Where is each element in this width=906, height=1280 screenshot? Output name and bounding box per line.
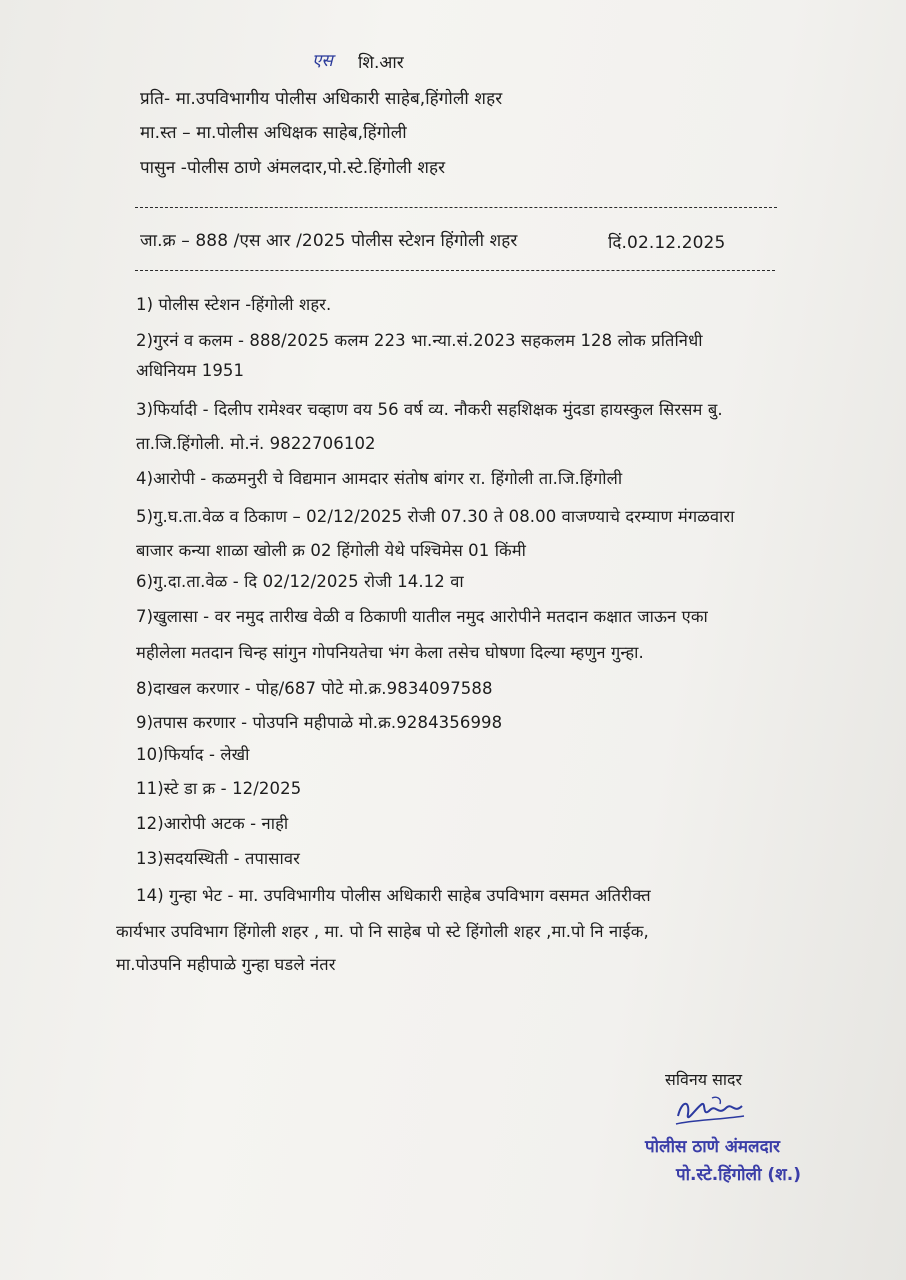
- item-9-investigator: 9)तपास करणार - पोउपनि महीपाळे मो.क्र.9284356998: [136, 713, 503, 732]
- item-5-incident-time-place: 5)गु.घ.ता.वेळ व ठिकाण – 02/12/2025 रोजी 07.30 ते 08.00 वाजण्याचे दरम्याण मंगळवारा: [136, 507, 735, 526]
- item-12-arrest: 12)आरोपी अटक - नाही: [136, 814, 289, 833]
- item-3-continuation: ता.जि.हिंगोली. मो.नं. 9822706102: [136, 434, 376, 453]
- sr-label: शि.आर: [358, 53, 404, 73]
- item-1-police-station: 1) पोलीस स्टेशन -हिंगोली शहर.: [136, 295, 332, 314]
- reference-number: जा.क्र – 888 /एस आर /2025 पोलीस स्टेशन हिंगोली शहर: [140, 231, 518, 251]
- handwritten-signature: [672, 1094, 752, 1130]
- item-6-registration-time: 6)गु.दा.ता.वेळ - दि 02/12/2025 रोजी 14.12 वा: [136, 572, 464, 591]
- item-14-continuation: कार्यभार उपविभाग हिंगोली शहर , मा. पो नि साहेब पो स्टे हिंगोली शहर ,मा.पो नि नाईक,: [116, 922, 649, 941]
- recipient-line: प्रति- मा.उपविभागीय पोलीस अधिकारी साहेब,हिंगोली शहर: [140, 89, 503, 109]
- divider-bottom: [135, 270, 775, 271]
- item-14-continuation-2: मा.पोउपनि महीपाळे गुन्हा घडले नंतर: [116, 955, 336, 974]
- sender-line: पासुन -पोलीस ठाणे अंमलदार,पो.स्टे.हिंगोली शहर: [140, 158, 446, 178]
- item-4-accused: 4)आरोपी - कळमनुरी चे विद्यमान आमदार संतोष बांगर रा. हिंगोली ता.जि.हिंगोली: [136, 469, 623, 488]
- stamp-police-station: पो.स्टे.हिंगोली (श.): [676, 1165, 801, 1185]
- divider-top: [135, 207, 777, 208]
- via-line: मा.स्त – मा.पोलीस अधिक्षक साहेब,हिंगोली: [140, 123, 407, 143]
- item-2-continuation: अधिनियम 1951: [136, 361, 245, 380]
- item-3-complainant: 3)फिर्यादी - दिलीप रामेश्वर चव्हाण वय 56 वर्ष व्य. नौकरी सहशिक्षक मुंदडा हायस्कुल सिरसम बु.: [136, 400, 723, 419]
- item-14-crime-visit: 14) गुन्हा भेट - मा. उपविभागीय पोलीस अधिकारी साहेब उपविभाग वसमत अतिरीक्त: [136, 886, 651, 905]
- document-date: दिं.02.12.2025: [608, 233, 726, 253]
- item-2-case-number: 2)गुरनं व कलम - 888/2025 कलम 223 भा.न्या.सं.2023 सहकलम 128 लोक प्रतिनिधी: [136, 331, 703, 350]
- item-7-details: 7)खुलासा - वर नमुद तारीख वेळी व ठिकाणी यातील नमुद आरोपीने मतदान कक्षात जाऊन एका: [136, 607, 708, 626]
- item-5-continuation: बाजार कन्या शाळा खोली क्र 02 हिंगोली येथे पश्चिमेस 01 किंमी: [136, 541, 527, 560]
- item-8-filed-by: 8)दाखल करणार - पोह/687 पोटे मो.क्र.9834097588: [136, 679, 493, 698]
- item-13-status: 13)सदयस्थिती - तपासावर: [136, 849, 300, 868]
- handwritten-sr-mark: एस: [312, 51, 333, 71]
- item-10-complaint-type: 10)फिर्याद - लेखी: [136, 745, 250, 764]
- item-7-continuation: महीलेला मतदान चिन्ह सांगुन गोपनियतेचा भंग केला तसेच घोषणा दिल्या म्हणुन गुन्हा.: [136, 643, 644, 662]
- item-11-station-diary: 11)स्टे डा क्र - 12/2025: [136, 779, 302, 798]
- stamp-designation: पोलीस ठाणे अंमलदार: [645, 1137, 780, 1157]
- closing-salutation: सविनय सादर: [665, 1070, 743, 1089]
